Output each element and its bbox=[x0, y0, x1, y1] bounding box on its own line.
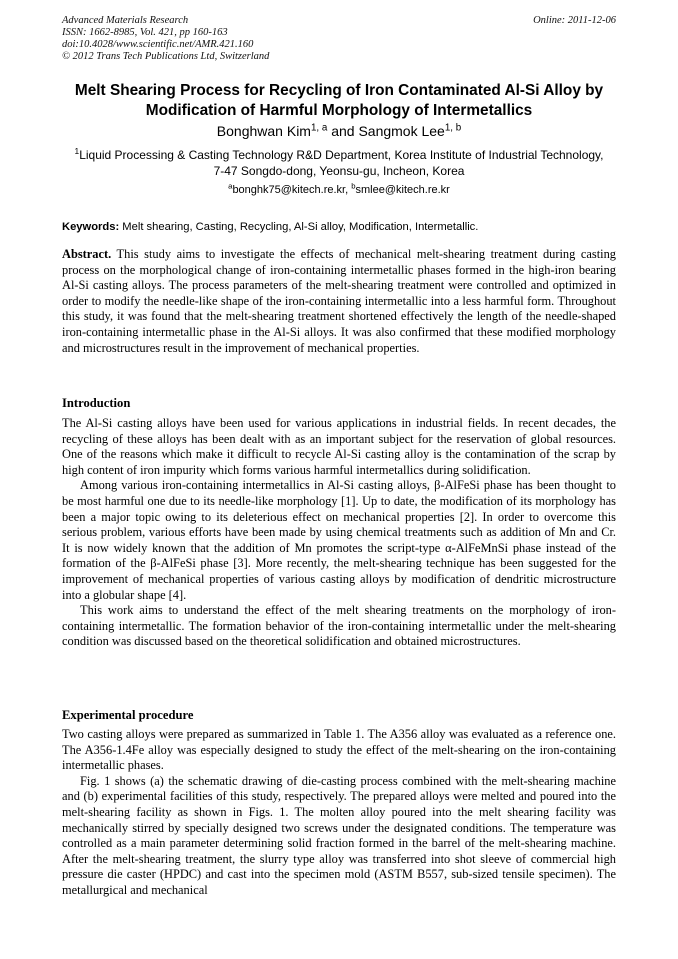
online-date: Online: 2011-12-06 bbox=[533, 15, 616, 26]
paper-title: Melt Shearing Process for Recycling of Iron Contaminated Al-Si Alloy by Modification of Harmful Morphology of Intermetallics bbox=[74, 82, 604, 119]
intro-paragraph-1: The Al-Si casting alloys have been used for various applications in industrial fields. In recent decades, the recycling of these alloys has been dealt with as an important subject for the reservation of global resources. One of the reasons which make it difficult to recycle Al-Si casting alloy is the contamination of the scrap by high content of iron impurity which forms various harmful intermetallics during solidification. bbox=[62, 416, 616, 477]
journal-name: Advanced Materials Research bbox=[62, 15, 189, 26]
abstract bbox=[62, 247, 616, 356]
email-b: smlee@kitech.re.kr bbox=[355, 184, 450, 196]
abstract-label: Abstract. bbox=[62, 247, 112, 261]
affiliation-line-1: Liquid Processing & Casting Technology R&D Department, Korea Institute of Industrial Technology, bbox=[79, 148, 604, 162]
copyright-line: © 2012 Trans Tech Publications Ltd, Switzerland bbox=[62, 51, 270, 62]
email-b-marker: b bbox=[351, 181, 356, 191]
email-a: bonghk75@kitech.re.kr, bbox=[232, 184, 352, 196]
affiliation bbox=[54, 147, 624, 179]
affiliation-marker: 1 bbox=[74, 146, 80, 156]
journal-header bbox=[62, 15, 616, 63]
keywords-text: Melt shearing, Casting, Recycling, Al-Si alloy, Modification, Intermetallic. bbox=[119, 221, 479, 233]
author-line bbox=[40, 122, 638, 140]
author-1-affil: 1, a bbox=[310, 122, 328, 134]
exp-paragraph-2: Fig. 1 shows (a) the schematic drawing of die-casting process combined with the melt-shearing machine and (b) experimental facilities of this study, respectively. The prepared alloys were melted and poured into the melt-shearing facility as shown in Figs. 1. The molten alloy poured into the melt shearing facility was mechanically stirred by specially designed two screws under the designated conditions. The temperature was controlled as a main parameter determining solid fraction formed in the barrel of the melt-shearing machine. After the melt-shearing treatment, the slurry type alloy was transferred into shot sleeve of commercial high pressure die caster (HPDC) and cast into the specimen mold (ASTM B557, sub-sized tensile specimen). The metallurgical and mechanical bbox=[62, 773, 616, 897]
author-1: Bonghwan Kim bbox=[216, 123, 311, 139]
experimental-heading: Experimental procedure bbox=[62, 708, 194, 722]
experimental-body bbox=[62, 727, 616, 899]
keywords bbox=[62, 220, 616, 234]
issn-line: ISSN: 1662-8985, Vol. 421, pp 160-163 bbox=[62, 27, 228, 38]
email-a-marker: a bbox=[228, 181, 233, 191]
author-2: Sangmok Lee bbox=[358, 123, 445, 139]
author-and: and bbox=[327, 123, 359, 139]
intro-paragraph-3: This work aims to understand the effect of the melt shearing treatments on the morphology of iron-containing intermetallic. The formation behavior of the iron-containing intermetallic under the melt-shearing condition was discussed based on the theoretical solidification and obtained microstructures. bbox=[62, 603, 616, 649]
affiliation-line-2: 7-47 Songdo-dong, Yeonsu-gu, Incheon, Korea bbox=[213, 164, 465, 178]
intro-paragraph-2: Among various iron-containing intermetallics in Al-Si casting alloys, β-AlFeSi phase has been thought to be most harmful one due to its needle-like morphology [1]. Up to date, the modification of its morphology has been a major topic owing to its deleterious effect on mechanical properties [2]. In order to overcome this serious problem, various efforts have been made by using chemical treatments such as addition of Mn and Cr. It is now widely known that the addition of Mn promotes the script-type α-AlFeMnSi phase instead of the formation of the β-AlFeSi phase [3]. More recently, the melt-shearing technique has been suggested for the improvement of mechanical properties of various casting alloys by modification of dendritic microstructure into a globular shape [4]. bbox=[62, 478, 616, 602]
exp-paragraph-1: Two casting alloys were prepared as summarized in Table 1. The A356 alloy was evaluated as a reference one. The A356-1.4Fe alloy was especially designed to study the effect of the melt-shearing on the iron-containing intermetallic phases. bbox=[62, 727, 616, 773]
email-line bbox=[54, 183, 624, 197]
author-2-affil: 1, b bbox=[444, 122, 462, 134]
keywords-label: Keywords: bbox=[62, 221, 120, 233]
introduction-heading: Introduction bbox=[62, 396, 131, 410]
doi-line: doi:10.4028/www.scientific.net/AMR.421.160 bbox=[62, 39, 254, 50]
abstract-text: This study aims to investigate the effects of mechanical melt-shearing treatment during casting process on the morphological change of iron-containing intermetallic phases formed in the high-iron bearing Al-Si casting alloys. The process parameters of the melt-shearing treatment were controlled and optimized in order to modify the needle-like shape of the iron-containing intermetallic into a less harmful form. Throughout this study, it was found that the melt-shearing treatment shortened effectively the length of the needle-shaped iron-containing intermetallic phase in the Al-Si alloys. It was also confirmed that these modified morphology and microstructures result in the improvement of mechanical properties. bbox=[62, 247, 616, 355]
introduction-body bbox=[62, 416, 616, 650]
